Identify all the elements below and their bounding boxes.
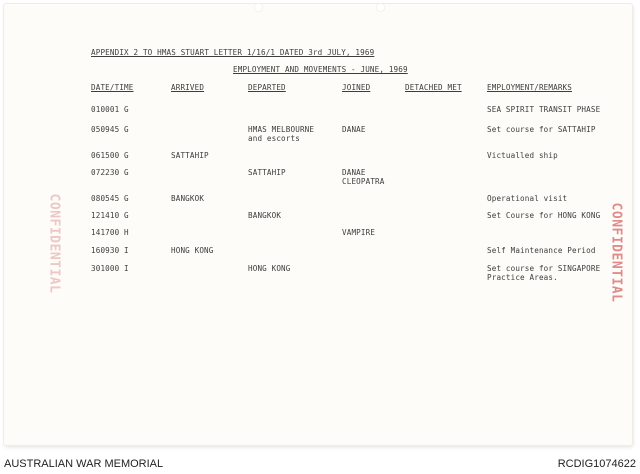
table-row-joined: VAMPIRE — [342, 228, 376, 237]
document-title: APPENDIX 2 TO HMAS STUART LETTER 1/16/1 DATED 3rd JULY, 1969 — [91, 48, 375, 57]
punch-hole-left — [254, 3, 263, 12]
table-row-date: 301000 I — [91, 264, 129, 273]
table-row-date: 160930 I — [91, 246, 129, 255]
column-header-date-time: DATE/TIME — [91, 83, 134, 92]
column-header-joined: JOINED — [342, 83, 371, 92]
table-row-date: 121410 G — [91, 211, 129, 220]
table-row-remarks: Set course for SINGAPORE — [487, 264, 601, 273]
column-header-arrived: ARRIVED — [171, 83, 205, 92]
confidential-stamp-left: CONFIDENTIAL — [46, 193, 62, 294]
table-row-remarks: Self Maintenance Period — [487, 246, 596, 255]
footer-reference: RCDIG1074622 — [557, 458, 636, 470]
confidential-stamp-right: CONFIDENTIAL — [608, 202, 624, 303]
table-row-date: 072230 G — [91, 168, 129, 177]
table-row-departed-line2: and escorts — [248, 134, 300, 143]
column-header-detached-met: DETACHED MET — [405, 83, 462, 92]
table-row-joined: DANAE — [342, 168, 366, 177]
table-row-remarks: SEA SPIRIT TRANSIT PHASE — [487, 105, 601, 114]
table-row-joined-line2: CLEOPATRA — [342, 177, 385, 186]
table-row-departed: SATTAHIP — [248, 168, 286, 177]
table-row-arrived: BANGKOK — [171, 194, 205, 203]
table-row-departed: BANGKOK — [248, 211, 282, 220]
table-row-remarks: Victualled ship — [487, 151, 558, 160]
table-row-remarks: Set Course for HONG KONG — [487, 211, 601, 220]
table-row-arrived: SATTAHIP — [171, 151, 209, 160]
column-header-departed: DEPARTED — [248, 83, 286, 92]
table-row-remarks: Operational visit — [487, 194, 568, 203]
table-row-date: 141700 H — [91, 228, 129, 237]
table-row-date: 010001 G — [91, 105, 129, 114]
table-row-arrived: HONG KONG — [171, 246, 214, 255]
table-row-joined: DANAE — [342, 125, 366, 134]
table-row-departed: HONG KONG — [248, 264, 291, 273]
footer-institution: AUSTRALIAN WAR MEMORIAL — [4, 458, 164, 470]
column-header-remarks: EMPLOYMENT/REMARKS — [487, 83, 572, 92]
table-row-remarks-line2: Practice Areas. — [487, 273, 558, 282]
table-row-remarks: Set course for SATTAHIP — [487, 125, 596, 134]
punch-hole-right — [376, 3, 385, 12]
document-subtitle: EMPLOYMENT AND MOVEMENTS - JUNE, 1969 — [233, 65, 408, 74]
table-row-departed: HMAS MELBOURNE — [248, 125, 315, 134]
table-row-date: 061500 G — [91, 151, 129, 160]
table-row-date: 050945 G — [91, 125, 129, 134]
table-row-date: 080545 G — [91, 194, 129, 203]
